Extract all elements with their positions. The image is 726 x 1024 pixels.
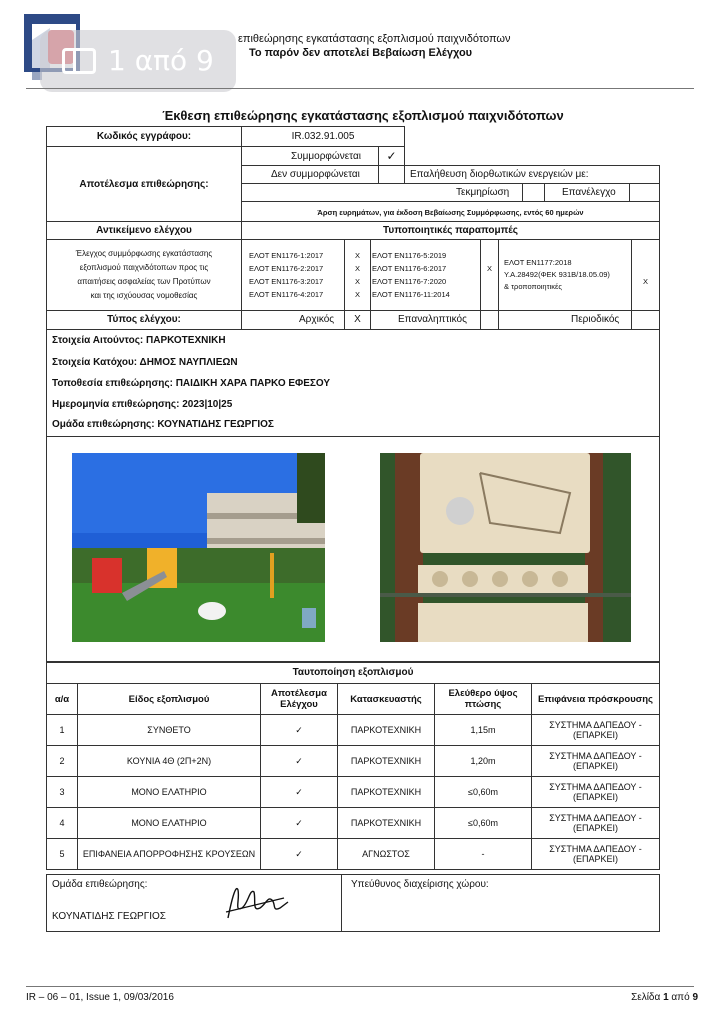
row-type: ΣΥΝΘΕΤΟ xyxy=(78,715,261,746)
equipment-table xyxy=(46,683,660,870)
row-height: ≤0,60m xyxy=(435,777,532,808)
header-result: Αποτέλεσμα Ελέγχου xyxy=(261,684,338,715)
doc-code-value: IR.032.91.005 xyxy=(291,131,355,142)
table-row xyxy=(47,808,660,839)
document-title: Έκθεση επιθεώρησης εγκατάστασης εξοπλισμού παιχνιδότοπων xyxy=(162,108,564,123)
row-result-check-icon: ✓ xyxy=(261,839,338,870)
row-height: - xyxy=(435,839,532,870)
header-no: α/α xyxy=(47,684,78,715)
control-object-line: εξοπλισμού παιχνιδότοπων προς τις xyxy=(79,263,209,272)
row-result-check-icon: ✓ xyxy=(261,746,338,777)
row-result-check-icon: ✓ xyxy=(261,715,338,746)
row-no: 3 xyxy=(47,777,78,808)
control-object-label: Αντικείμενο ελέγχου xyxy=(96,225,192,236)
table-row xyxy=(47,839,660,870)
row-no: 1 xyxy=(47,715,78,746)
table-row xyxy=(47,746,660,777)
reference-item: ΕΛΟΤ ΕΝ1176-5:2019 xyxy=(372,251,447,260)
row-type: ΕΠΙΦΑΝΕΙΑ ΑΠΟΡΡΟΦΗΣΗΣ ΚΡΟΥΣΕΩΝ xyxy=(78,839,261,870)
refs-col3 xyxy=(504,257,610,293)
check-initial-mark: X xyxy=(354,314,361,325)
refs-col1-marks xyxy=(344,249,371,301)
header-maker: Κατασκευαστής xyxy=(338,684,435,715)
row-no: 5 xyxy=(47,839,78,870)
table-header-row xyxy=(47,684,660,715)
header-surface: Επιφάνεια πρόσκρουσης xyxy=(532,684,660,715)
row-type: ΜΟΝΟ ΕΛΑΤΗΡΙΟ xyxy=(78,808,261,839)
row-height: 1,15m xyxy=(435,715,532,746)
refs-col2-mark-cell xyxy=(480,239,499,311)
row-no: 2 xyxy=(47,746,78,777)
check-type-label: Τύπος ελέγχου: xyxy=(107,314,181,325)
reference-mark: X xyxy=(354,264,360,273)
control-object-line: και της ισχύουσας νομοθεσίας xyxy=(90,291,198,300)
evidence-mark-cell xyxy=(522,183,545,202)
row-maker: ΑΓΝΩΣΤΟΣ xyxy=(338,839,435,870)
reference-mark: X xyxy=(486,264,492,273)
reference-item: ΕΛΟΤ ΕΝ1176-3:2017 xyxy=(249,277,324,286)
team-info: Ομάδα επιθεώρησης: ΚΟΥΝΑΤΙΔΗΣ ΓΕΩΡΓΙΟΣ xyxy=(52,419,274,430)
header-type: Είδος εξοπλισμού xyxy=(78,684,261,715)
owner-info: Στοιχεία Κατόχου: ΔΗΜΟΣ ΝΑΥΠΛΙΕΩΝ xyxy=(52,357,238,368)
row-maker: ΠΑΡΚΟΤΕΧΝΙΚΗ xyxy=(338,808,435,839)
reference-item: ΕΛΟΤ ΕΝ1176-11:2014 xyxy=(372,290,450,299)
footer-page-prefix: Σελίδα xyxy=(631,992,664,1003)
manager-signature-label: Υπεύθυνος διαχείρισης χώρου: xyxy=(351,879,489,890)
footer-total-pages: 9 xyxy=(692,992,698,1003)
team-signature-label: Ομάδα επιθεώρησης: xyxy=(52,879,148,890)
row-result-check-icon: ✓ xyxy=(261,808,338,839)
row-no: 4 xyxy=(47,808,78,839)
control-object-line: Έλεγχος συμμόρφωσης εγκατάστασης xyxy=(75,249,213,258)
control-object-text xyxy=(46,247,242,303)
result-note: Άρση ευρημάτων, για έκδοση Βεβαίωσης Συμμόρφωσης, εντός 60 ημερών xyxy=(317,208,584,217)
row-type: ΜΟΝΟ ΕΛΑΤΗΡΙΟ xyxy=(78,777,261,808)
row-maker: ΠΑΡΚΟΤΕΧΝΙΚΗ xyxy=(338,746,435,777)
reference-item: ΕΛΟΤ ΕΝ1176-4:2017 xyxy=(249,290,324,299)
doc-code-label: Κωδικός εγγράφου: xyxy=(96,131,192,142)
header-line-1: επιθεώρησης εγκατάστασης εξοπλισμού παιχνιδότοπων xyxy=(238,33,511,45)
recheck-label: Επανέλεγχο xyxy=(562,187,616,198)
table-row xyxy=(47,715,660,746)
not-complies-label: Δεν συμμορφώνεται xyxy=(271,169,360,180)
footer-current-page: 1 xyxy=(663,992,669,1003)
check-repeat-label: Επαναληπτικός xyxy=(398,314,467,325)
handwritten-signature xyxy=(222,878,294,924)
footer-page-mid: από xyxy=(668,992,693,1003)
location-info: Τοποθεσία επιθεώρησης: ΠΑΙΔΙΚΗ ΧΑΡΑ ΠΑΡΚΟ ΕΦΕΣΟΥ xyxy=(52,378,331,389)
control-object-line: απαιτήσεις ασφαλείας των Προτύπων xyxy=(77,277,211,286)
row-surface: ΣΥΣΤΗΜΑ ΔΑΠΕΔΟΥ - (ΕΠΑΡΚΕΙ) xyxy=(532,839,660,870)
complies-check-icon: ✓ xyxy=(386,149,397,163)
row-height: ≤0,60m xyxy=(435,808,532,839)
footer-divider xyxy=(26,986,694,987)
reference-mark: X xyxy=(642,277,648,286)
reference-item: ΕΛΟΤ ΕΝ1176-1:2017 xyxy=(249,251,324,260)
row-height: 1,20m xyxy=(435,746,532,777)
reference-mark: X xyxy=(354,277,360,286)
reference-item: ΕΛΟΤ ΕΝ1176-6:2017 xyxy=(372,264,447,273)
header-line-2: Το παρόν δεν αποτελεί Βεβαίωση Ελέγχου xyxy=(249,47,473,59)
team-signature-name: ΚΟΥΝΑΤΙΔΗΣ ΓΕΩΡΓΙΟΣ xyxy=(52,911,166,922)
verification-label: Επαλήθευση διορθωτικών ενεργειών με: xyxy=(410,169,589,180)
row-result-check-icon: ✓ xyxy=(261,777,338,808)
reference-item: Υ.Α.28492(ΦΕΚ 931Β/18.05.09) xyxy=(504,270,610,279)
check-periodic-mark-cell xyxy=(631,310,660,330)
row-maker: ΠΑΡΚΟΤΕΧΝΙΚΗ xyxy=(338,777,435,808)
header-divider xyxy=(26,88,694,89)
footer-doc-id: IR – 06 – 01, Issue 1, 09/03/2016 xyxy=(26,992,174,1003)
reference-item: ΕΛΟΤ ΕΝ1176-2:2017 xyxy=(249,264,324,273)
references-label: Τυποποιητικές παραπομπές xyxy=(383,225,518,236)
reference-item: ΕΛΟΤ ΕΝ1176-7:2020 xyxy=(372,277,447,286)
footer-page-number xyxy=(631,992,698,1003)
refs-col2 xyxy=(372,249,450,301)
reference-mark: X xyxy=(354,251,360,260)
row-surface: ΣΥΣΤΗΜΑ ΔΑΠΕΔΟΥ - (ΕΠΑΡΚΕΙ) xyxy=(532,715,660,746)
refs-col1 xyxy=(249,249,323,301)
page-indicator-text: 1 από 9 xyxy=(108,44,214,77)
check-repeat-mark-cell xyxy=(480,310,499,330)
row-type: ΚΟΥΝΙΑ 4Θ (2Π+2Ν) xyxy=(78,746,261,777)
reference-item: & τροποποιητικές xyxy=(504,282,562,291)
evidence-label: Τεκμηρίωση xyxy=(456,187,510,198)
page-indicator-overlay[interactable] xyxy=(40,30,236,92)
playground-photo-1 xyxy=(72,453,325,642)
row-maker: ΠΑΡΚΟΤΕΧΝΙΚΗ xyxy=(338,715,435,746)
header-height: Ελεύθερο ύψος πτώσης xyxy=(435,684,532,715)
refs-col3-mark-cell xyxy=(631,239,660,311)
row-surface: ΣΥΣΤΗΜΑ ΔΑΠΕΔΟΥ - (ΕΠΑΡΚΕΙ) xyxy=(532,777,660,808)
playground-photo-2 xyxy=(380,453,631,642)
table-row xyxy=(47,777,660,808)
complies-label: Συμμορφώνεται xyxy=(291,151,361,162)
recheck-mark-cell xyxy=(629,183,660,202)
check-periodic-label: Περιοδικός xyxy=(571,314,620,325)
check-initial-label: Αρχικός xyxy=(299,314,335,325)
date-info: Ημερομηνία επιθεώρησης: 2023|10|25 xyxy=(52,399,233,410)
sidebar-icon[interactable] xyxy=(62,48,96,74)
applicant-info: Στοιχεία Αιτούντος: ΠΑΡΚΟΤΕΧΝΙΚΗ xyxy=(52,335,226,346)
reference-item: ΕΛΟΤ ΕΝ1177:2018 xyxy=(504,258,572,267)
row-surface: ΣΥΣΤΗΜΑ ΔΑΠΕΔΟΥ - (ΕΠΑΡΚΕΙ) xyxy=(532,746,660,777)
not-complies-mark-cell xyxy=(378,165,405,184)
equipment-title: Ταυτοποίηση εξοπλισμού xyxy=(292,667,414,678)
row-surface: ΣΥΣΤΗΜΑ ΔΑΠΕΔΟΥ - (ΕΠΑΡΚΕΙ) xyxy=(532,808,660,839)
result-label: Αποτέλεσμα επιθεώρησης: xyxy=(79,179,209,190)
reference-mark: X xyxy=(354,290,360,299)
